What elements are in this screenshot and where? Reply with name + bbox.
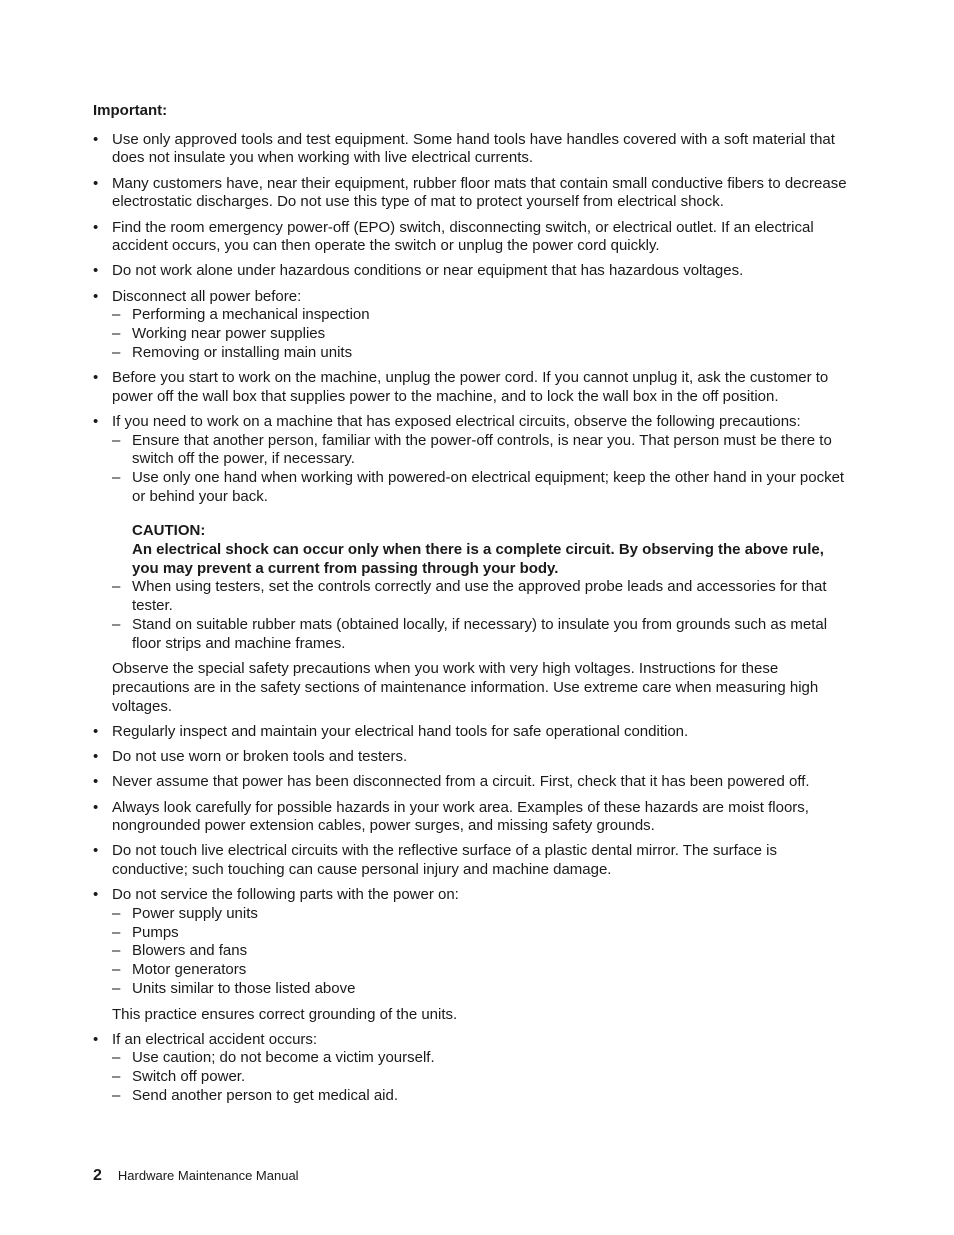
sub-item-text: Working near power supplies (132, 325, 326, 343)
caution-text: An electrical shock can occur only when there is a complete circuit. By observing the above rule, you may prevent a current from passing through your body. (132, 541, 824, 577)
sub-list-item (112, 1049, 853, 1068)
sub-item-text: Power supply units (132, 905, 258, 923)
dash-marker: – (112, 942, 121, 960)
sub-list (112, 905, 853, 999)
sub-list (112, 578, 853, 653)
caution-title: CAUTION: (132, 522, 206, 540)
list-item (93, 288, 853, 363)
bullet-marker: • (93, 886, 99, 904)
dash-marker: – (112, 1049, 121, 1067)
sub-item-text: Motor generators (132, 961, 247, 979)
page-number: 2 (93, 1167, 102, 1184)
list-item (93, 723, 853, 742)
list-item (93, 799, 853, 836)
sub-list-item (112, 980, 853, 999)
sub-item-text: Use caution; do not become a victim yourself. (132, 1049, 435, 1067)
item-text: Do not touch live electrical circuits with the reflective surface of a plastic dental mirror. The surface is conductive; such touching can cause personal injury and machine damage. (112, 842, 778, 879)
dash-marker: – (112, 578, 121, 596)
sub-list-item (112, 924, 853, 943)
sub-list (112, 1049, 853, 1105)
sub-list-item (112, 306, 853, 325)
sub-item-text: Blowers and fans (132, 942, 248, 960)
list-item (93, 413, 853, 717)
dash-marker: – (112, 468, 121, 486)
sub-item-text: Ensure that another person, familiar with the power-off controls, is near you. That person must be there to switch off the power, if necessary. (132, 431, 832, 468)
sub-list-item (112, 469, 853, 506)
bullet-marker: • (93, 842, 99, 860)
item-text: If an electrical accident occurs: (112, 1030, 318, 1048)
page-footer (93, 1167, 299, 1186)
bullet-marker: • (93, 412, 99, 430)
important-heading: Important: (93, 102, 168, 119)
list-item (93, 175, 853, 212)
dash-marker: – (112, 431, 121, 449)
sub-list-item (112, 905, 853, 924)
sub-list-item (112, 1068, 853, 1087)
item-text: Do not use worn or broken tools and testers. (112, 748, 408, 766)
list-item (93, 131, 853, 168)
dash-marker: – (112, 905, 121, 923)
dash-marker: – (112, 615, 121, 633)
sub-item-text: When using testers, set the controls correctly and use the approved probe leads and accessories for that tester. (132, 578, 827, 615)
dash-marker: – (112, 979, 121, 997)
bullet-marker: • (93, 368, 99, 386)
sub-item-text: Pumps (132, 923, 179, 941)
list-item (93, 773, 853, 792)
bullet-marker: • (93, 218, 99, 236)
bullet-marker: • (93, 287, 99, 305)
dash-marker: – (112, 923, 121, 941)
sub-list (112, 306, 853, 362)
sub-list-item (112, 578, 853, 615)
sub-list-item (112, 432, 853, 469)
sub-list-item (112, 942, 853, 961)
item-note: This practice ensures correct grounding of the units. (112, 1005, 458, 1023)
list-item (93, 262, 853, 281)
caution-block (112, 522, 853, 578)
dash-marker: – (112, 343, 121, 361)
dash-marker: – (112, 1068, 121, 1086)
list-item (93, 369, 853, 406)
item-text: If you need to work on a machine that has exposed electrical circuits, observe the following precautions: (112, 412, 801, 430)
sub-item-text: Performing a mechanical inspection (132, 306, 370, 324)
item-text: Never assume that power has been disconnected from a circuit. First, check that it has been powered off. (112, 773, 810, 791)
sub-list-item (112, 344, 853, 363)
sub-item-text: Stand on suitable rubber mats (obtained locally, if necessary) to insulate you from grounds such as metal floor strips and machine frames. (132, 615, 828, 652)
list-item (93, 219, 853, 256)
dash-marker: – (112, 325, 121, 343)
sub-item-text: Use only one hand when working with powered-on electrical equipment; keep the other hand in your pocket or behind your back. (132, 468, 845, 505)
item-text: Before you start to work on the machine, unplug the power cord. If you cannot unplug it, ask the customer to power off the wall box that supplies power to the machine, and to lock the wall box in the off position. (112, 368, 829, 405)
bullet-marker: • (93, 798, 99, 816)
sub-item-text: Send another person to get medical aid. (132, 1086, 399, 1104)
list-item (93, 842, 853, 879)
sub-list-item (112, 616, 853, 653)
item-text: Use only approved tools and test equipment. Some hand tools have handles covered with a soft material that does not insulate you when working with live electrical currents. (112, 130, 835, 167)
list-item (93, 1031, 853, 1106)
item-note: Observe the special safety precautions when you work with very high voltages. Instructions for these precautions are in the safety sections of maintenance information. Use extreme care when measuring high voltages. (112, 660, 819, 715)
item-text: Regularly inspect and maintain your electrical hand tools for safe operational condition. (112, 722, 689, 740)
bullet-marker: • (93, 748, 99, 766)
item-text: Do not service the following parts with the power on: (112, 886, 459, 904)
sub-item-text: Units similar to those listed above (132, 979, 356, 997)
item-text: Many customers have, near their equipment, rubber floor mats that contain small conductive fibers to decrease electrostatic discharges. Do not use this type of mat to protect yourself from electrical shock. (112, 174, 847, 211)
bullet-marker: • (93, 1030, 99, 1048)
item-text: Find the room emergency power-off (EPO) switch, disconnecting switch, or electrical outlet. If an electrical accident occurs, you can then operate the switch or unplug the power cord quickly. (112, 218, 814, 255)
sub-item-text: Removing or installing main units (132, 343, 353, 361)
list-item (93, 886, 853, 1024)
sub-list (112, 432, 853, 507)
bullet-marker: • (93, 773, 99, 791)
item-text: Always look carefully for possible hazards in your work area. Examples of these hazards are moist floors, nongrounded power extension cables, power surges, and missing safety grounds. (112, 798, 809, 835)
dash-marker: – (112, 306, 121, 324)
sub-item-text: Switch off power. (132, 1068, 246, 1086)
bullet-marker: • (93, 130, 99, 148)
bullet-marker: • (93, 722, 99, 740)
sub-list-item (112, 961, 853, 980)
bullet-marker: • (93, 174, 99, 192)
sub-list-item (112, 1087, 853, 1106)
manual-title: Hardware Maintenance Manual (117, 1168, 299, 1183)
item-text: Disconnect all power before: (112, 287, 302, 305)
page-content (93, 102, 853, 1112)
bullet-marker: • (93, 262, 99, 280)
dash-marker: – (112, 1086, 121, 1104)
safety-list (93, 131, 853, 1106)
sub-list-item (112, 325, 853, 344)
list-item (93, 748, 853, 767)
dash-marker: – (112, 961, 121, 979)
item-text: Do not work alone under hazardous conditions or near equipment that has hazardous voltages. (112, 262, 744, 280)
